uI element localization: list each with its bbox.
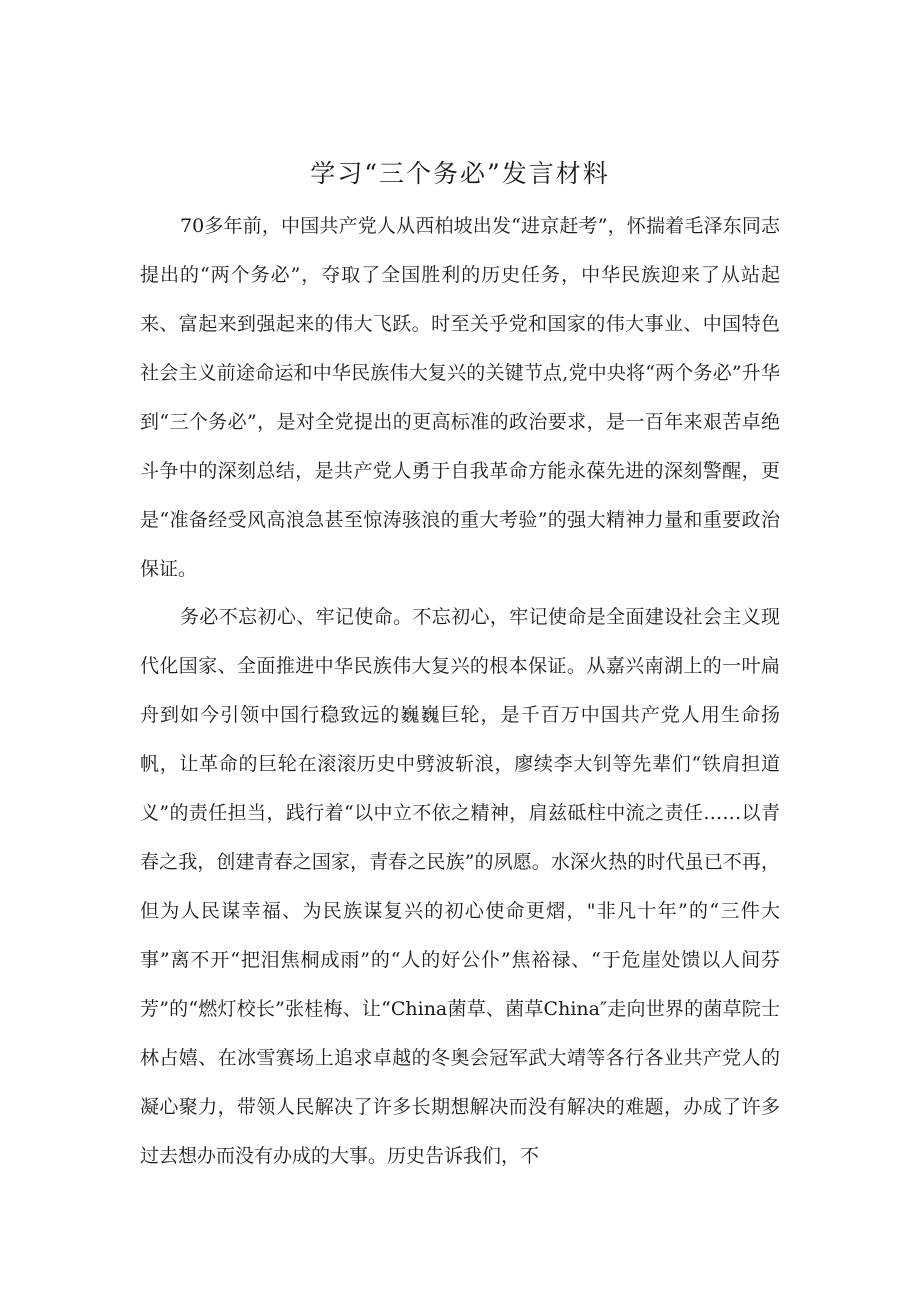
document-title: 学习“三个务必”发言材料 — [310, 159, 610, 188]
paragraph-1: 70多年前，中国共产党人从西柏坡出发“进京赶考”，怀揣着毛泽东同志提出的“两个务必”，夺取了全国胜利的历史任务，中华民族迎来了从站起来、富起来到强起来的伟大飞跃。时至关乎党和国家的伟大事业、中国特色社会主义前途命运和中华民族伟大复兴的关键节点,党中央将“两个务必”升华到“三个务必”，是对全党提出的更高标准的政治要求，是一百年来艰苦卓绝斗争中的深刻总结，是共产党人勇于自我革命方能永葆先进的深刻警醒，更是“准备经受风高浪急甚至惊涛骇浪的重大考验”的强大精神力量和重要政治保证。 — [140, 215, 780, 580]
paragraph-2: 务必不忘初心、牢记使命。不忘初心，牢记使命是全面建设社会主义现代化国家、全面推进中华民族伟大复兴的根本保证。从嘉兴南湖上的一叶扁舟到如今引领中国行稳致远的巍巍巨轮，是千百万中国共产党人用生命扬帆，让革命的巨轮在滚滚历史中劈波斩浪，廖续李大钊等先辈们“铁肩担道义”的责任担当，践行着“以中立不依之精神，肩兹砥柱中流之责任……以青春之我，创建青春之国家，青春之民族”的夙愿。水深火热的时代虽已不再，但为人民谋幸福、为民族谋复兴的初心使命更熠，"非凡十年”的“三件大事”离不开“把泪焦桐成雨”的“人的好公仆”焦裕禄、“于危崖处馈以人间芬芳”的“燃灯校长”张桂梅、让“China菌草、菌草China″走向世界的菌草院士林占嬉、在冰雪赛场上追求卓越的冬奥会冠军武大靖等各行各业共产党人的凝心聚力，带领人民解决了许多长期想解决而没有解决的难题，办成了许多过去想办而没有办成的大事。历史告诉我们，不 — [140, 606, 780, 1167]
